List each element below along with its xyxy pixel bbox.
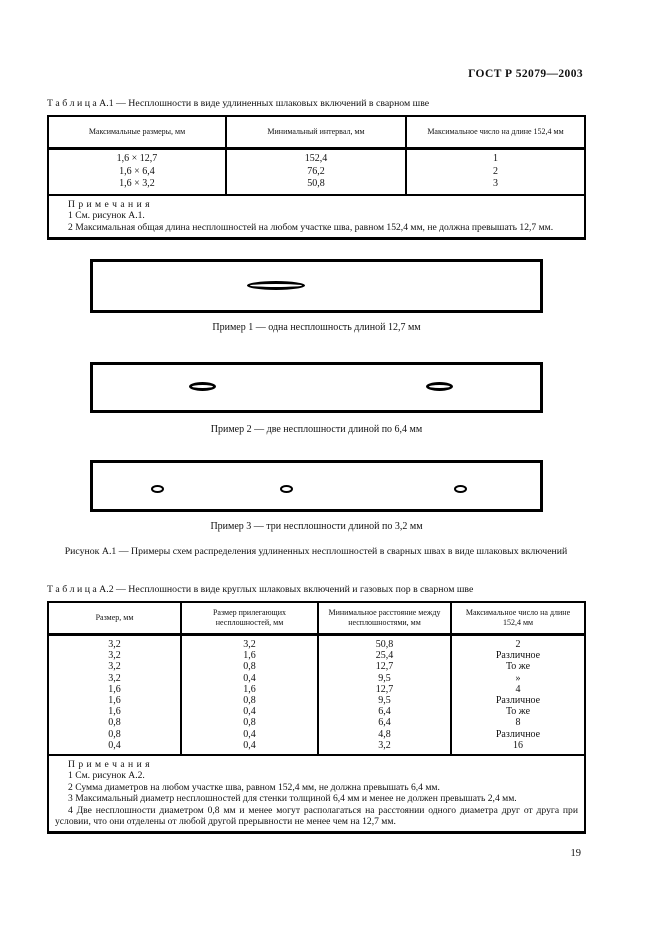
notes-label: П р и м е ч а н и я — [68, 759, 151, 771]
table-cell: 6,4 — [318, 717, 451, 728]
table-cell: 2 — [406, 166, 585, 179]
table-cell: » — [451, 673, 585, 684]
table-cell: 1,6 × 12,7 — [48, 149, 226, 166]
table-cell: Различное — [451, 729, 585, 740]
table-cell: 50,8 — [318, 635, 451, 651]
table-cell: 12,7 — [318, 684, 451, 695]
note-item: 2 Сумма диаметров на любом участке шва, равном 152,4 мм, не должна превышать 6,4 мм. — [68, 781, 440, 793]
table-cell: 0,4 — [181, 740, 318, 755]
table-cell: 3,2 — [181, 635, 318, 651]
page-number: 19 — [570, 848, 581, 859]
example-3-caption: Пример 3 — три несплошности длиной по 3,2 мм — [210, 521, 423, 532]
table-cell: 12,7 — [318, 661, 451, 672]
table-cell: 0,8 — [48, 717, 181, 728]
table-cell: 76,2 — [226, 166, 406, 179]
table-row — [48, 661, 585, 672]
table-cell: 9,5 — [318, 695, 451, 706]
notes-label: П р и м е ч а н и я — [68, 198, 151, 210]
table-row — [48, 729, 585, 740]
note-item: 1 См. рисунок А.1. — [68, 210, 145, 222]
table-cell: 3,2 — [48, 673, 181, 684]
table-cell: 0,8 — [48, 729, 181, 740]
table-row — [48, 684, 585, 695]
table-cell: 1,6 × 3,2 — [48, 178, 226, 195]
flaw-mark — [426, 382, 453, 391]
table-cell: 0,8 — [181, 661, 318, 672]
table-a2-header-row — [48, 602, 585, 635]
table-row — [48, 650, 585, 661]
column-header: Максимальное число на длине 152,4 мм — [406, 116, 585, 149]
table-row — [48, 740, 585, 755]
table-cell: 4,8 — [318, 729, 451, 740]
table-cell: 152,4 — [226, 149, 406, 166]
table-cell: Различное — [451, 650, 585, 661]
flaw-mark — [189, 382, 216, 391]
table-cell: 8 — [451, 717, 585, 728]
table-cell: 6,4 — [318, 706, 451, 717]
table-cell: 16 — [451, 740, 585, 755]
table-a1-header-row — [48, 116, 585, 149]
column-header: Размер прилегающих несплошностей, мм — [181, 602, 318, 635]
example-2-caption: Пример 2 — две несплошности длиной по 6,4 мм — [210, 424, 423, 435]
table-cell: 1 — [406, 149, 585, 166]
flaw-mark — [454, 485, 467, 493]
table-cell: 0,4 — [181, 706, 318, 717]
table-row — [48, 717, 585, 728]
figure-example-2-box — [90, 362, 543, 413]
table-a2-notes — [48, 755, 585, 833]
table-cell: 1,6 — [181, 684, 318, 695]
flaw-mark — [151, 485, 164, 493]
note-item: 1 См. рисунок А.2. — [68, 770, 145, 782]
table-cell: 9,5 — [318, 673, 451, 684]
example-1-caption: Пример 1 — одна несплошность длиной 12,7 мм — [212, 322, 421, 333]
column-header: Минимальный интервал, мм — [226, 116, 406, 149]
table-a1-notes-row — [48, 195, 585, 239]
table-cell: 50,8 — [226, 178, 406, 195]
table-a2-notes-row — [48, 755, 585, 833]
figure-a1-caption: Рисунок А.1 — Примеры схем распределения удлиненных несплошностей в сварных швах в виде шлаковых включений — [64, 546, 568, 557]
table-cell: 2 — [451, 635, 585, 651]
table-cell: 3,2 — [318, 740, 451, 755]
note-item: 4 Две несплошности диаметром 0,8 мм и менее могут располагаться на расстоянии одного диаметра друг от друга при условии, что они отделены от любой другой прерывности не менее чем на 12,7 мм. — [55, 804, 578, 828]
note-item: 2 Максимальная общая длина несплошностей на любом участке шва, равном 152,4 мм, не должна превышать 12,7 мм. — [68, 221, 554, 233]
table-cell: 4 — [451, 684, 585, 695]
flaw-mark — [280, 485, 293, 493]
table-cell: 0,4 — [181, 729, 318, 740]
table-cell: Различное — [451, 695, 585, 706]
table-row — [48, 695, 585, 706]
table-a1-notes — [48, 195, 585, 239]
table-a2-title: Т а б л и ц а А.2 — Несплошности в виде круглых шлаковых включений и газовых пор в сварном шве — [47, 584, 474, 595]
table-cell: 3 — [406, 178, 585, 195]
table-a2 — [47, 601, 586, 834]
table-cell: 1,6 — [181, 650, 318, 661]
table-cell: 1,6 — [48, 706, 181, 717]
table-row — [48, 673, 585, 684]
running-head: ГОСТ Р 52079—2003 — [468, 68, 583, 80]
table-row — [48, 166, 585, 179]
table-cell: 3,2 — [48, 635, 181, 651]
column-header: Минимальное расстояние между несплошностями, мм — [318, 602, 451, 635]
column-header: Размер, мм — [48, 602, 181, 635]
figure-example-3-box — [90, 460, 543, 512]
table-cell: 25,4 — [318, 650, 451, 661]
figure-example-1-box — [90, 259, 543, 313]
table-cell: 3,2 — [48, 661, 181, 672]
table-row — [48, 635, 585, 651]
table-row — [48, 706, 585, 717]
table-cell: 0,8 — [181, 695, 318, 706]
table-cell: То же — [451, 661, 585, 672]
flaw-mark — [247, 281, 305, 290]
table-cell: То же — [451, 706, 585, 717]
table-cell: 0,4 — [48, 740, 181, 755]
column-header: Максимальное число на длине 152,4 мм — [451, 602, 585, 635]
table-cell: 0,8 — [181, 717, 318, 728]
table-cell: 1,6 × 6,4 — [48, 166, 226, 179]
table-cell: 3,2 — [48, 650, 181, 661]
note-item: 3 Максимальный диаметр несплошностей для стенки толщиной 6,4 мм и менее не должен превышать 2,4 мм. — [68, 793, 517, 805]
table-a1 — [47, 115, 586, 240]
table-a1-title: Т а б л и ц а А.1 — Несплошности в виде удлиненных шлаковых включений в сварном шве — [47, 98, 430, 109]
table-row — [48, 178, 585, 195]
table-row — [48, 149, 585, 166]
table-cell: 1,6 — [48, 684, 181, 695]
table-cell: 1,6 — [48, 695, 181, 706]
column-header: Максимальные размеры, мм — [48, 116, 226, 149]
table-cell: 0,4 — [181, 673, 318, 684]
